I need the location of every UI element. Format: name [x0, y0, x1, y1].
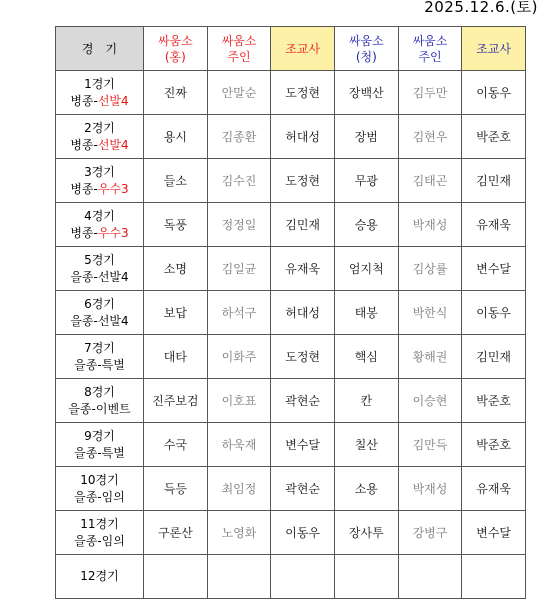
blue-trainer-cell: 유재욱 [462, 467, 526, 511]
table-row [56, 423, 526, 467]
game-cell [56, 379, 144, 423]
game-class: 을종- [74, 357, 102, 372]
game-cell [56, 467, 144, 511]
red-trainer-cell: 김민재 [271, 203, 335, 247]
game-tier: 이벤트 [95, 401, 131, 416]
game-number: 9경기 [84, 428, 115, 443]
blue-owner-cell: 박재성 [398, 203, 462, 247]
game-category [56, 181, 143, 198]
blue-owner-cell: 박재성 [398, 467, 462, 511]
game-cell [56, 423, 144, 467]
red-trainer-cell: 변수달 [271, 423, 335, 467]
game-cell [56, 291, 144, 335]
header-blue-owner [398, 27, 462, 71]
game-category [56, 357, 143, 374]
game-class: 을종- [74, 533, 102, 548]
blue-fighter-cell: 칠산 [334, 423, 398, 467]
table-row [56, 71, 526, 115]
game-cell [56, 335, 144, 379]
match-schedule-table [55, 26, 526, 599]
blue-fighter-cell [334, 555, 398, 599]
table-row [56, 555, 526, 599]
game-cell [56, 555, 144, 599]
red-fighter-cell: 수국 [144, 423, 208, 467]
red-fighter-cell: 진주보검 [144, 379, 208, 423]
game-cell [56, 159, 144, 203]
table-row [56, 511, 526, 555]
game-tier: 특별 [101, 357, 125, 372]
game-number: 4경기 [84, 208, 115, 223]
blue-trainer-cell: 박준호 [462, 423, 526, 467]
game-category [56, 93, 143, 110]
blue-fighter-cell: 장범 [334, 115, 398, 159]
game-cell [56, 115, 144, 159]
red-owner-cell: 최임정 [207, 467, 271, 511]
red-trainer-cell: 곽현순 [271, 379, 335, 423]
red-fighter-cell: 구론산 [144, 511, 208, 555]
red-owner-cell: 안말순 [207, 71, 271, 115]
red-trainer-cell: 허대성 [271, 115, 335, 159]
game-class: 병종- [70, 93, 98, 108]
game-number: 3경기 [84, 164, 115, 179]
game-class: 병종- [70, 181, 98, 196]
red-owner-cell: 김수진 [207, 159, 271, 203]
red-trainer-cell: 곽현순 [271, 467, 335, 511]
red-fighter-cell: 들소 [144, 159, 208, 203]
red-trainer-cell: 허대성 [271, 291, 335, 335]
red-owner-cell: 이화주 [207, 335, 271, 379]
game-tier: 특별 [101, 445, 125, 460]
game-class: 을종- [70, 313, 98, 328]
table-row [56, 335, 526, 379]
red-trainer-cell: 도정현 [271, 159, 335, 203]
blue-fighter-cell: 칸 [334, 379, 398, 423]
blue-owner-cell: 김현우 [398, 115, 462, 159]
game-number: 10경기 [80, 472, 119, 487]
game-tier: 임의 [101, 533, 125, 548]
game-number: 12경기 [80, 569, 119, 583]
header-red-fighter-line1: 싸움소 [157, 33, 193, 48]
table-row [56, 203, 526, 247]
game-class: 병종- [70, 137, 98, 152]
red-fighter-cell: 용시 [144, 115, 208, 159]
blue-trainer-cell: 변수달 [462, 247, 526, 291]
blue-trainer-cell: 변수달 [462, 511, 526, 555]
red-owner-cell: 김종환 [207, 115, 271, 159]
game-tier: 선발4 [97, 313, 129, 328]
red-owner-cell: 김일균 [207, 247, 271, 291]
header-blue-fighter-line1: 싸움소 [348, 33, 384, 48]
header-blue-owner-line1: 싸움소 [412, 33, 448, 48]
schedule-date: 2025.12.6.(토) [424, 0, 538, 16]
header-blue-owner-line2: 주인 [418, 49, 442, 64]
game-number: 6경기 [84, 296, 115, 311]
red-trainer-cell: 도정현 [271, 335, 335, 379]
table-row [56, 247, 526, 291]
red-fighter-cell: 독풍 [144, 203, 208, 247]
red-owner-cell: 하석구 [207, 291, 271, 335]
blue-trainer-cell [462, 555, 526, 599]
blue-owner-cell: 이승현 [398, 379, 462, 423]
red-fighter-cell: 대타 [144, 335, 208, 379]
blue-owner-cell: 김태곤 [398, 159, 462, 203]
game-number: 5경기 [84, 252, 115, 267]
game-number: 2경기 [84, 120, 115, 135]
blue-owner-cell: 김상률 [398, 247, 462, 291]
game-class: 병종- [70, 225, 98, 240]
red-fighter-cell [144, 555, 208, 599]
match-rows [56, 71, 526, 599]
game-class: 을종- [70, 269, 98, 284]
header-game: 경 기 [56, 27, 144, 71]
red-fighter-cell: 득등 [144, 467, 208, 511]
blue-trainer-cell: 김민재 [462, 335, 526, 379]
game-category [56, 225, 143, 242]
game-tier: 우수3 [97, 225, 129, 240]
table-row [56, 467, 526, 511]
header-blue-fighter [334, 27, 398, 71]
red-trainer-cell: 도정현 [271, 71, 335, 115]
game-number: 1경기 [84, 76, 115, 91]
game-number: 7경기 [84, 340, 115, 355]
red-fighter-cell: 보답 [144, 291, 208, 335]
game-tier: 선발4 [97, 269, 129, 284]
game-category [56, 269, 143, 286]
table-row [56, 291, 526, 335]
blue-trainer-cell: 박준호 [462, 115, 526, 159]
blue-fighter-cell: 승용 [334, 203, 398, 247]
blue-fighter-cell: 핵심 [334, 335, 398, 379]
game-cell [56, 247, 144, 291]
blue-trainer-cell: 이동우 [462, 71, 526, 115]
blue-fighter-cell: 엄지척 [334, 247, 398, 291]
red-trainer-cell [271, 555, 335, 599]
game-tier: 임의 [101, 489, 125, 504]
blue-fighter-cell: 무광 [334, 159, 398, 203]
game-number: 11경기 [80, 516, 119, 531]
header-blue-trainer: 조교사 [462, 27, 526, 71]
game-class: 을종- [74, 445, 102, 460]
header-red-owner [207, 27, 271, 71]
game-category [56, 445, 143, 462]
game-class: 을종- [74, 489, 102, 504]
header-red-fighter-line2: (홍) [164, 49, 186, 64]
blue-owner-cell: 김만득 [398, 423, 462, 467]
blue-trainer-cell: 박준호 [462, 379, 526, 423]
red-trainer-cell: 유재욱 [271, 247, 335, 291]
blue-trainer-cell: 이동우 [462, 291, 526, 335]
game-tier: 선발4 [97, 137, 129, 152]
blue-fighter-cell: 장백산 [334, 71, 398, 115]
blue-owner-cell [398, 555, 462, 599]
game-tier: 선발4 [97, 93, 129, 108]
red-owner-cell: 정정일 [207, 203, 271, 247]
table-row [56, 115, 526, 159]
blue-owner-cell: 박한식 [398, 291, 462, 335]
blue-fighter-cell: 태봉 [334, 291, 398, 335]
red-owner-cell: 하욱재 [207, 423, 271, 467]
blue-trainer-cell: 유재욱 [462, 203, 526, 247]
header-red-owner-line2: 주인 [227, 49, 251, 64]
game-class: 을종- [68, 401, 96, 416]
game-category [56, 489, 143, 506]
header-red-trainer: 조교사 [271, 27, 335, 71]
blue-trainer-cell: 김민재 [462, 159, 526, 203]
blue-owner-cell: 황해권 [398, 335, 462, 379]
table-row [56, 379, 526, 423]
red-owner-cell [207, 555, 271, 599]
game-cell [56, 71, 144, 115]
game-tier: 우수3 [97, 181, 129, 196]
red-owner-cell: 노영화 [207, 511, 271, 555]
blue-owner-cell: 김두만 [398, 71, 462, 115]
game-category [56, 533, 143, 550]
blue-owner-cell: 강병구 [398, 511, 462, 555]
game-category [56, 313, 143, 330]
red-trainer-cell: 이동우 [271, 511, 335, 555]
table-header-row [56, 27, 526, 71]
game-cell [56, 511, 144, 555]
blue-fighter-cell: 소용 [334, 467, 398, 511]
game-category [56, 137, 143, 154]
game-number: 8경기 [84, 384, 115, 399]
game-cell [56, 203, 144, 247]
table-row [56, 159, 526, 203]
header-red-owner-line1: 싸움소 [221, 33, 257, 48]
red-fighter-cell: 소명 [144, 247, 208, 291]
red-fighter-cell: 진짜 [144, 71, 208, 115]
red-owner-cell: 이호표 [207, 379, 271, 423]
header-blue-fighter-line2: (청) [355, 49, 377, 64]
header-red-fighter [144, 27, 208, 71]
game-category [56, 401, 143, 418]
blue-fighter-cell: 장사투 [334, 511, 398, 555]
